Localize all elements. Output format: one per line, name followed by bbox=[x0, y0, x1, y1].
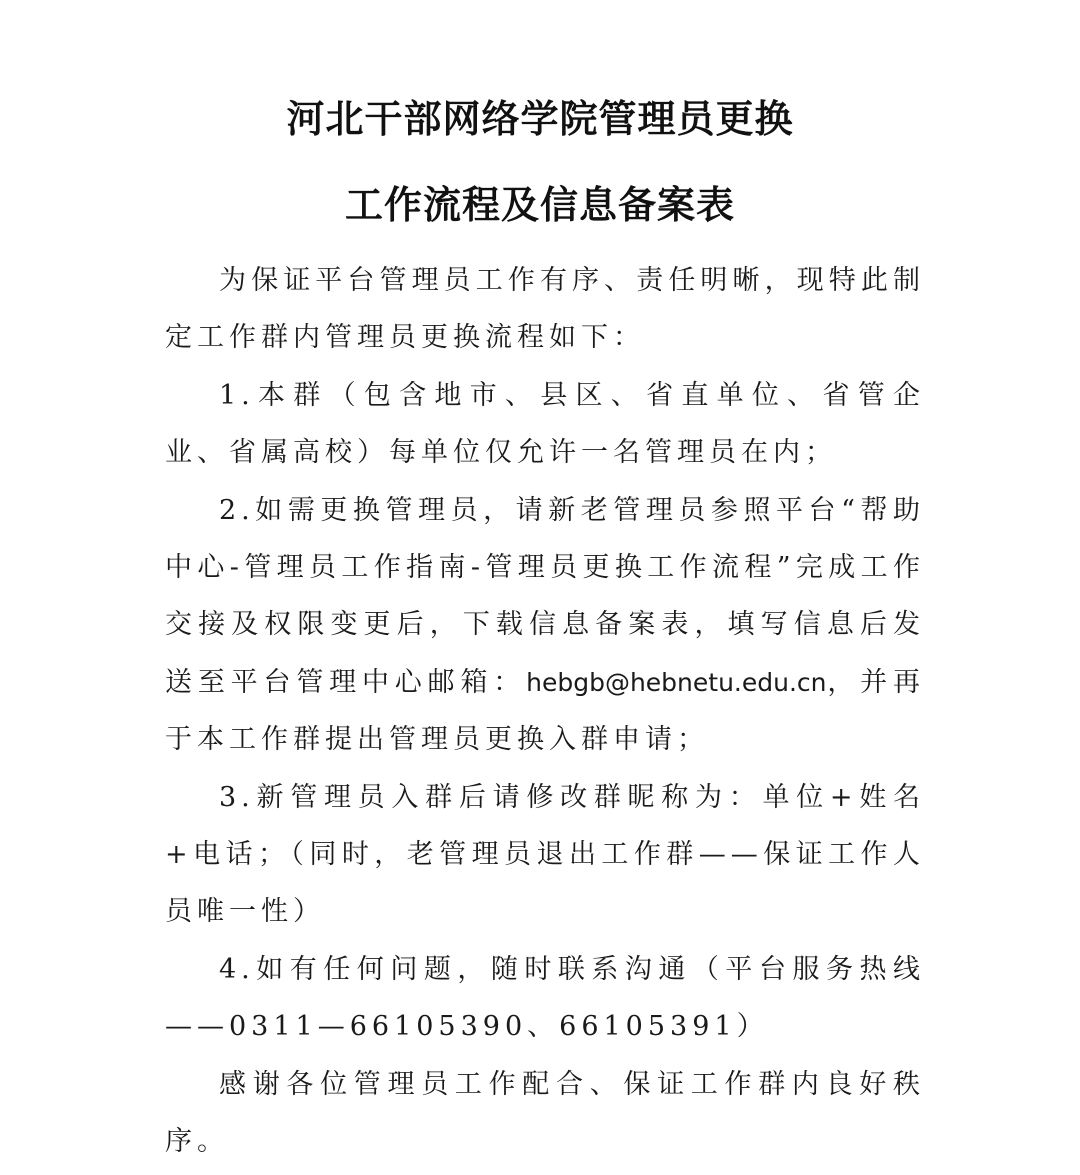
closing-paragraph: 感谢各位管理员工作配合、保证工作群内良好秩序。 bbox=[165, 1068, 925, 1158]
intro-paragraph: 为保证平台管理员工作有序、责任明晰，现特此制定工作群内管理员更换流程如下： bbox=[165, 265, 925, 354]
item-2-paragraph bbox=[165, 482, 925, 769]
item-2-text-before-email: 2.如需更换管理员，请新老管理员参照平台“帮助中心-管理员工作指南-管理员更换工作流程”完成工作交接及权限变更后，下载信息备案表，填写信息后发送至平台管理中心邮箱： bbox=[165, 494, 925, 698]
item-3-paragraph: 3.新管理员入群后请修改群昵称为：单位+姓名+电话；（同时，老管理员退出工作群——保证工作人员唯一性） bbox=[165, 781, 925, 928]
item-1-paragraph: 1.本群（包含地市、县区、省直单位、省管企业、省属高校）每单位仅允许一名管理员在内； bbox=[165, 379, 925, 469]
item-2-text-after-email: ，并再于本工作群提出管理员更换入群申请； bbox=[165, 666, 926, 756]
document-body bbox=[165, 252, 925, 1171]
document-title-line-1: 河北干部网络学院管理员更换 bbox=[286, 97, 794, 141]
item-4-paragraph: 4.如有任何问题，随时联系沟通（平台服务热线——0311—66105390、66105391） bbox=[165, 953, 925, 1043]
email-address: hebgb@hebnetu.edu.cn bbox=[526, 667, 827, 697]
document-title-line-2: 工作流程及信息备案表 bbox=[344, 183, 735, 227]
